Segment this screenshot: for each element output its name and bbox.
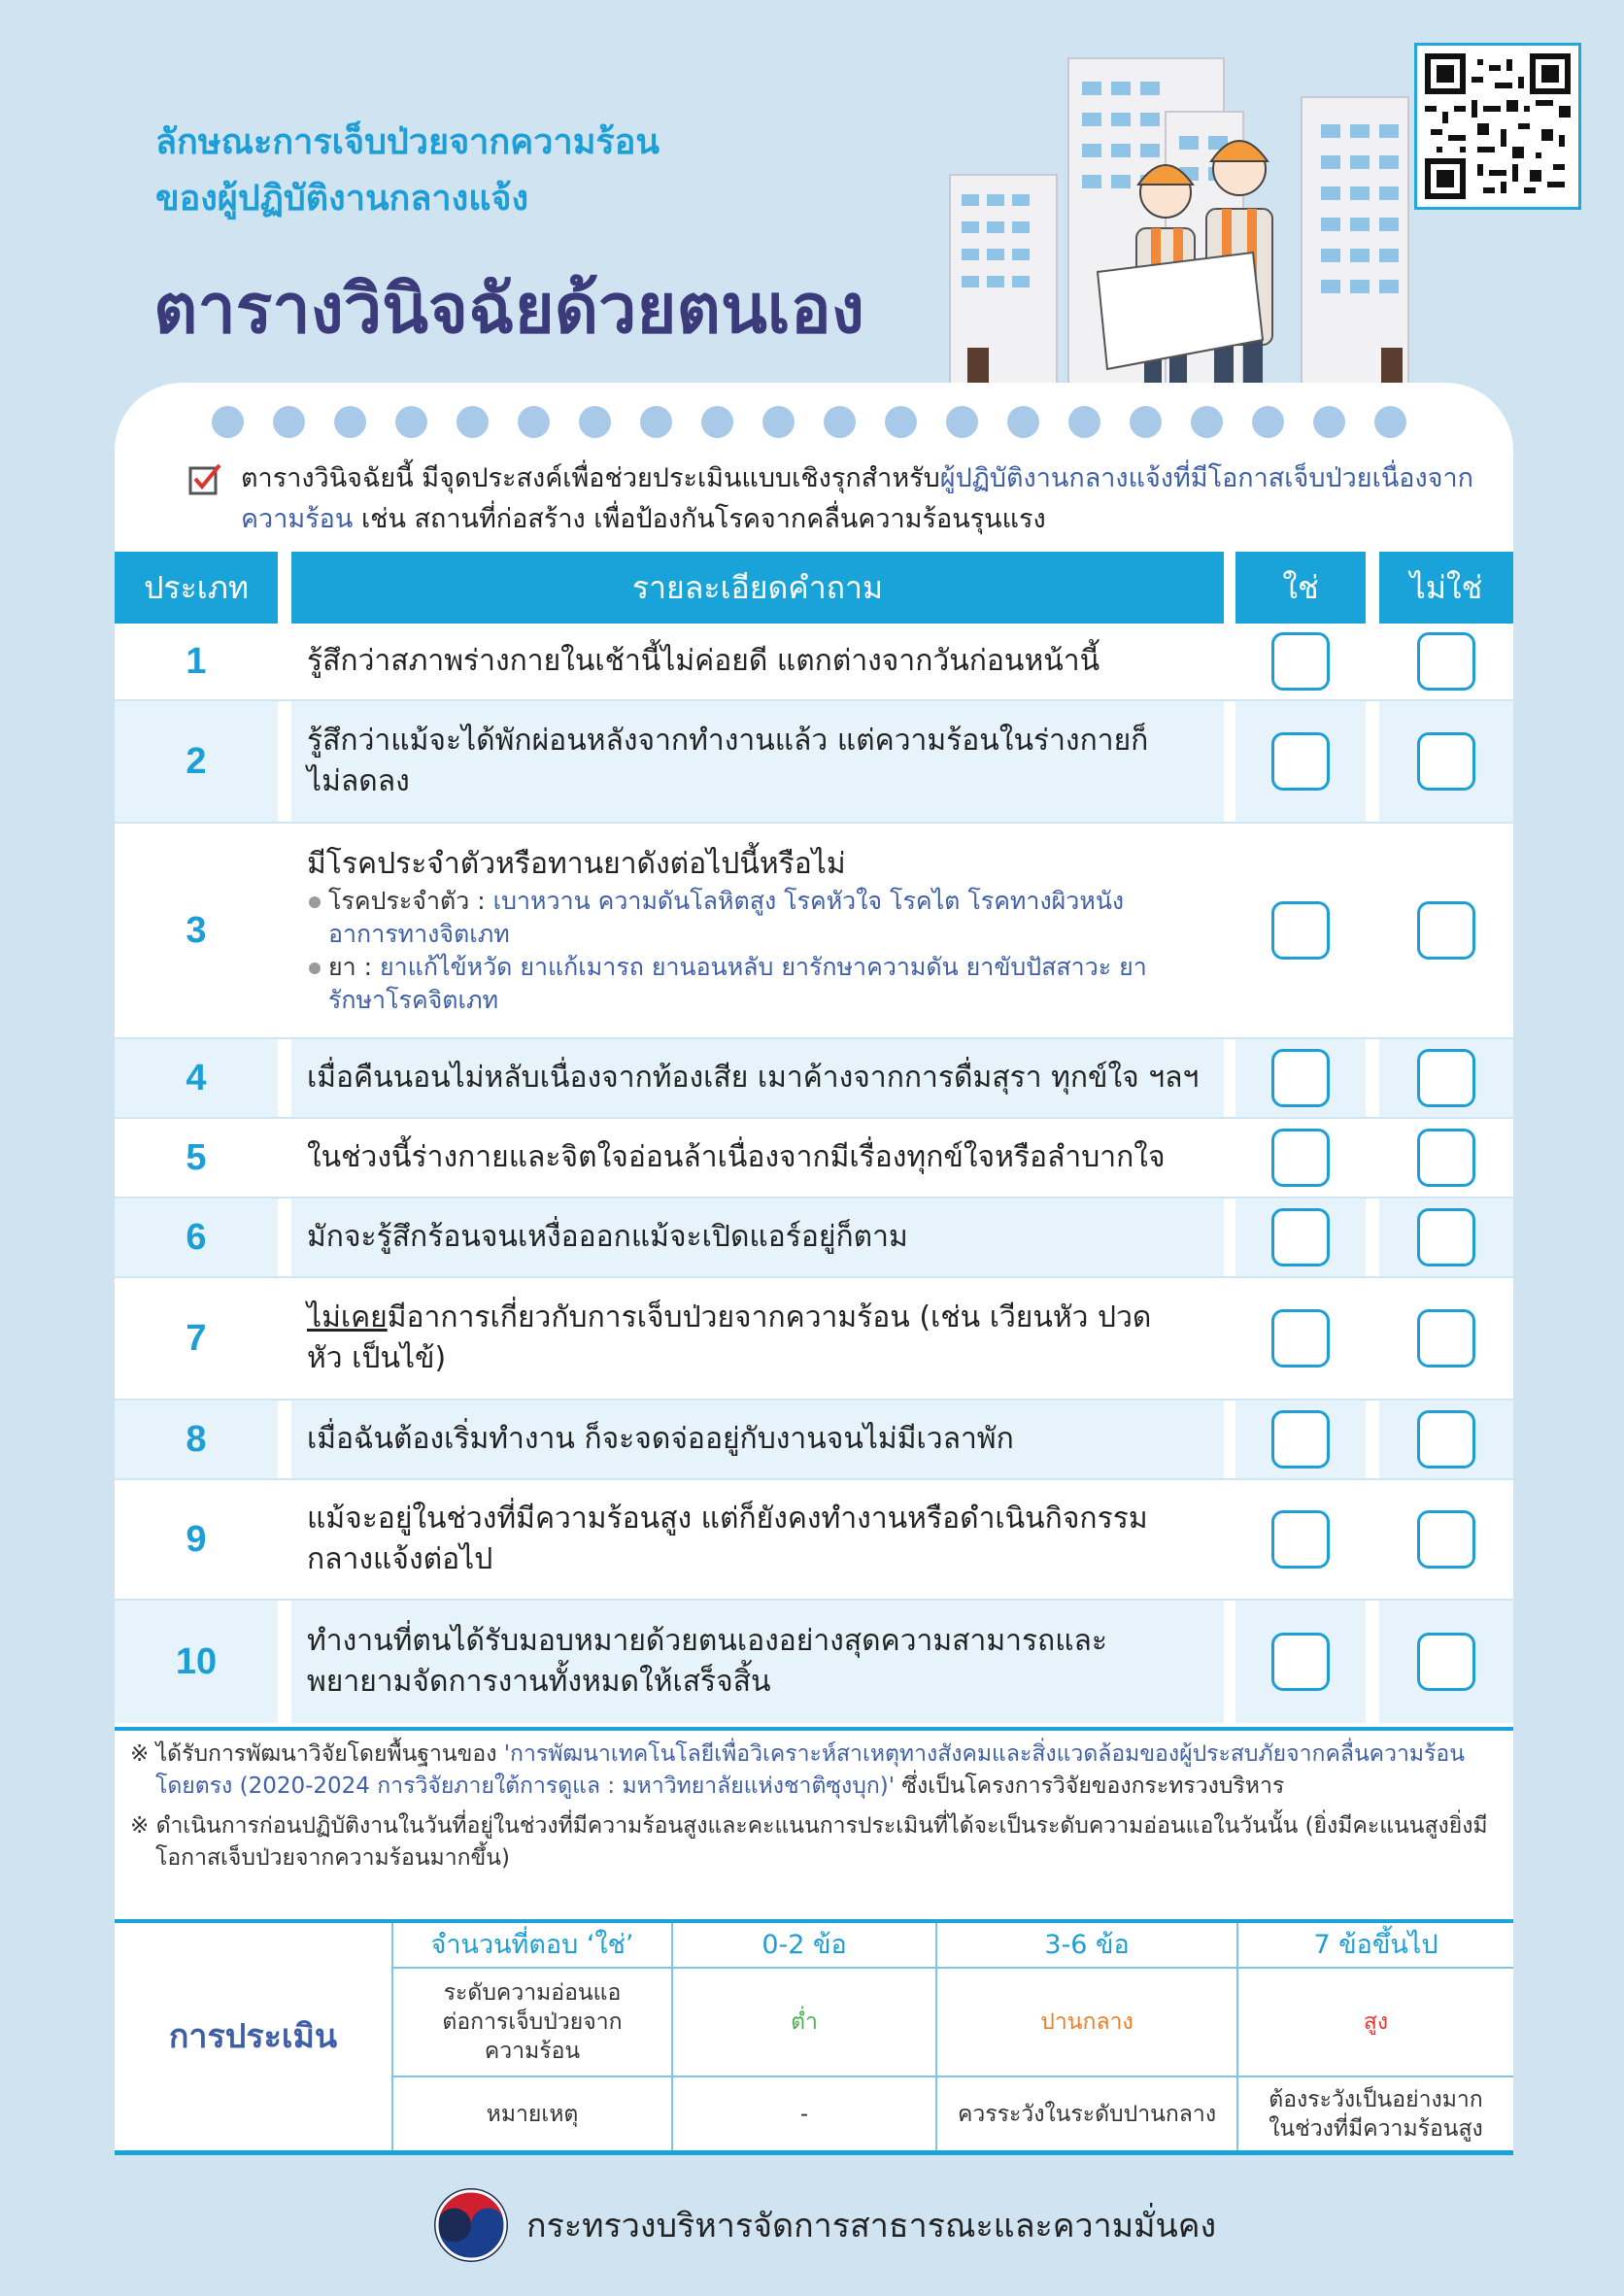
eval-remark: ต้องระวังเป็นอย่างมากในช่วงที่มีความร้อนสูง <box>1237 2077 1513 2150</box>
row-number: 8 <box>115 1401 278 1478</box>
row-number: 10 <box>115 1601 278 1723</box>
building-right <box>1302 97 1408 388</box>
subtitle-line-1: ลักษณะการเจ็บป่วยจากความร้อน <box>155 122 660 162</box>
no-checkbox[interactable] <box>1379 1480 1513 1599</box>
intro-highlight: ผู้ปฏิบัติงานกลางแจ้งที่มีโอกาสเจ็บป่วยเนื่องจากความร้อน <box>241 463 1474 534</box>
row-number: 5 <box>186 1136 207 1178</box>
yes-checkbox[interactable] <box>1235 1601 1366 1723</box>
no-checkbox[interactable] <box>1379 1119 1513 1197</box>
table-row <box>115 1039 1513 1119</box>
no-checkbox[interactable] <box>1379 1601 1513 1723</box>
row-question: มักจะรู้สึกร้อนจนเหงื่อออกแม้จะเปิดแอร์อยู่ก็ตาม <box>291 1199 1224 1276</box>
eval-level-low: ต่ำ <box>672 1968 936 2077</box>
bullet-medicines: ยา : ยาแก้ไข้หวัด ยาแก้เมารถ ยานอนหลับ ยารักษาความดัน ยาขับปัสสาวะ ยารักษาโรคจิตเภท <box>307 951 1181 1017</box>
eval-remark-label: หมายเหตุ <box>392 2077 672 2150</box>
eval-remark: - <box>672 2077 936 2150</box>
footnotes <box>130 1739 1500 1882</box>
no-checkbox[interactable] <box>1379 624 1513 699</box>
workers-buildings-illustration <box>932 39 1438 388</box>
eval-range: 7 ข้อขึ้นไป <box>1237 1923 1513 1968</box>
eval-remark: ควรระวังในระดับปานกลาง <box>936 2077 1237 2150</box>
page-title: ตารางวินิจฉัยด้วยตนเอง <box>153 269 864 349</box>
footnote-1: ※ ได้รับการพัฒนาวิจัยโดยพื้นฐานของ 'การพัฒนาเทคโนโลยีเพื่อวิเคราะห์สาเหตุทางสังคมและสิ่งแวดล้อมของผู้ประสบภัยจากคลื่นความร้อนโดยตรง (2020-2024 การวิจัยภายใต้การดูแล : มหาวิทยาลัยแห่งชาติซุงบุก)' ซึ่งเป็นโครงการวิจัยของกระทรวงบริหาร <box>130 1741 1465 1799</box>
no-checkbox[interactable] <box>1379 1401 1513 1478</box>
eval-range: 0-2 ข้อ <box>672 1923 936 1968</box>
qr-code-graphic <box>1425 53 1571 199</box>
row-number: 2 <box>115 701 278 822</box>
yes-checkbox[interactable] <box>1235 1199 1366 1276</box>
no-checkbox[interactable] <box>1379 1039 1513 1117</box>
no-checkbox[interactable] <box>1379 1278 1513 1399</box>
row-number: 9 <box>186 1518 207 1560</box>
table-row <box>115 1480 1513 1601</box>
row-question: รู้สึกว่าแม้จะได้พักผ่อนหลังจากทำงานแล้ว แต่ความร้อนในร่างกายก็ไม่ลดลง <box>291 701 1224 822</box>
row-question: รู้สึกว่าสภาพร่างกายในเช้านี้ไม่ค่อยดี แตกต่างจากวันก่อนหน้านี้ <box>307 644 1100 678</box>
taegeuk-logo-icon <box>431 2185 511 2265</box>
row-question: แม้จะอยู่ในช่วงที่มีความร้อนสูง แต่ก็ยังคงทำงานหรือดำเนินกิจกรรมกลางแจ้งต่อไป <box>307 1502 1148 1576</box>
subtitle-line-2: ของผู้ปฏิบัติงานกลางแจ้ง <box>155 179 529 219</box>
intro-text: ตารางวินิจฉัยนี้ มีจุดประสงค์เพื่อช่วยประเมินแบบเชิงรุกสำหรับผู้ปฏิบัติงานกลางแจ้งที่มีโอกาสเจ็บป่วยเนื่องจากความร้อน เช่น สถานที่ก่อสร้าง เพื่อป้องกันโรคจากคลื่นความร้อนรุนแรง <box>241 463 1474 534</box>
eval-range: 3-6 ข้อ <box>936 1923 1237 1968</box>
no-checkbox[interactable] <box>1379 701 1513 822</box>
yes-checkbox[interactable] <box>1235 824 1366 1037</box>
yes-checkbox[interactable] <box>1235 1039 1366 1117</box>
table-row <box>115 701 1513 824</box>
evaluation-label: การประเมิน <box>115 1923 392 2150</box>
qr-code[interactable] <box>1414 43 1581 210</box>
header-subtitle <box>155 115 660 227</box>
row-question: ไม่เคยมีอาการเกี่ยวกับการเจ็บป่วยจากความร้อน (เช่น เวียนหัว ปวดหัว เป็นไข้) <box>307 1300 1152 1375</box>
row-number: 1 <box>186 640 207 682</box>
eval-level-medium: ปานกลาง <box>936 1968 1237 2077</box>
bullet-diseases: โรคประจำตัว : เบาหวาน ความดันโลหิตสูง โรคหัวใจ โรคไต โรคทางผิวหนัง อาการทางจิตเภท <box>307 885 1181 951</box>
header-type: ประเภท <box>115 552 278 624</box>
binder-dots <box>212 406 1406 438</box>
no-checkbox[interactable] <box>1379 1199 1513 1276</box>
ministry-name: กระทรวงบริหารจัดการสาธารณะและความมั่นคง <box>526 2207 1217 2245</box>
header-yes: ใช่ <box>1235 552 1366 624</box>
intro-paragraph <box>188 458 1490 540</box>
row-question: ทำงานที่ตนได้รับมอบหมายด้วยตนเองอย่างสุดความสามารถและพยายามจัดการงานทั้งหมดให้เสร็จสิ้น <box>291 1601 1224 1723</box>
footer <box>431 2185 1216 2265</box>
eval-col-header: จำนวนที่ตอบ ‘ใช่’ <box>392 1923 672 1968</box>
table-header <box>115 552 1513 624</box>
question-table <box>115 552 1513 1723</box>
eval-level-label: ระดับความอ่อนแอต่อการเจ็บป่วยจากความร้อน <box>392 1968 672 2077</box>
row-question: เมื่อฉันต้องเริ่มทำงาน ก็จะจดจ่ออยู่กับงานจนไม่มีเวลาพัก <box>291 1401 1224 1478</box>
row-number: 7 <box>186 1317 207 1359</box>
table-row <box>115 1199 1513 1278</box>
yes-checkbox[interactable] <box>1235 1480 1366 1599</box>
row-number: 4 <box>115 1039 278 1117</box>
header-details: รายละเอียดคำถาม <box>291 552 1224 624</box>
table-bottom-rule <box>115 1727 1513 1731</box>
row-number: 6 <box>115 1199 278 1276</box>
row-question: ในช่วงนี้ร่างกายและจิตใจอ่อนล้าเนื่องจากมีเรื่องทุกข์ใจหรือลำบากใจ <box>307 1140 1166 1174</box>
yes-checkbox[interactable] <box>1235 624 1366 699</box>
table-row <box>115 624 1513 701</box>
table-row <box>115 1119 1513 1199</box>
yes-checkbox[interactable] <box>1235 1119 1366 1197</box>
checkbox-checked-icon <box>188 462 221 495</box>
table-row <box>115 1401 1513 1480</box>
yes-checkbox[interactable] <box>1235 1401 1366 1478</box>
footnote-2: ※ ดำเนินการก่อนปฏิบัติงานในวันที่อยู่ในช่วงที่มีความร้อนสูงและคะแนนการประเมินที่ได้จะเป็นระดับความอ่อนแอในวันนั้น (ยิ่งมีคะแนนสูงยิ่งมีโอกาสเจ็บป่วยจากความร้อนมากขึ้น) <box>130 1813 1488 1871</box>
header-no: ไม่ใช่ <box>1379 552 1513 624</box>
checklist-card <box>115 383 1513 2150</box>
table-row <box>115 824 1513 1039</box>
yes-checkbox[interactable] <box>1235 1278 1366 1399</box>
evaluation-table <box>115 1919 1513 2155</box>
row-number: 3 <box>186 909 207 951</box>
row-question: มีโรคประจำตัวหรือทานยาดังต่อไปนี้หรือไม่ โรคประจำตัว : เบาหวาน ความดันโลหิตสูง โรคหัวใจ โรคไต โรคทางผิวหนัง อาการทางจิตเภท ยา : ยาแก้ไข้หวัด ยาแก้เมารถ ยานอนหลับ ยารักษาความดัน ยาขับปัสสาวะ ยารักษาโรคจิตเภท <box>291 824 1224 1037</box>
table-row <box>115 1278 1513 1401</box>
table-row <box>115 1601 1513 1723</box>
row-question: เมื่อคืนนอนไม่หลับเนื่องจากท้องเสีย เมาค้างจากการดื่มสุรา ทุกข์ใจ ฯลฯ <box>291 1039 1224 1117</box>
no-checkbox[interactable] <box>1379 824 1513 1037</box>
yes-checkbox[interactable] <box>1235 701 1366 822</box>
eval-level-high: สูง <box>1237 1968 1513 2077</box>
